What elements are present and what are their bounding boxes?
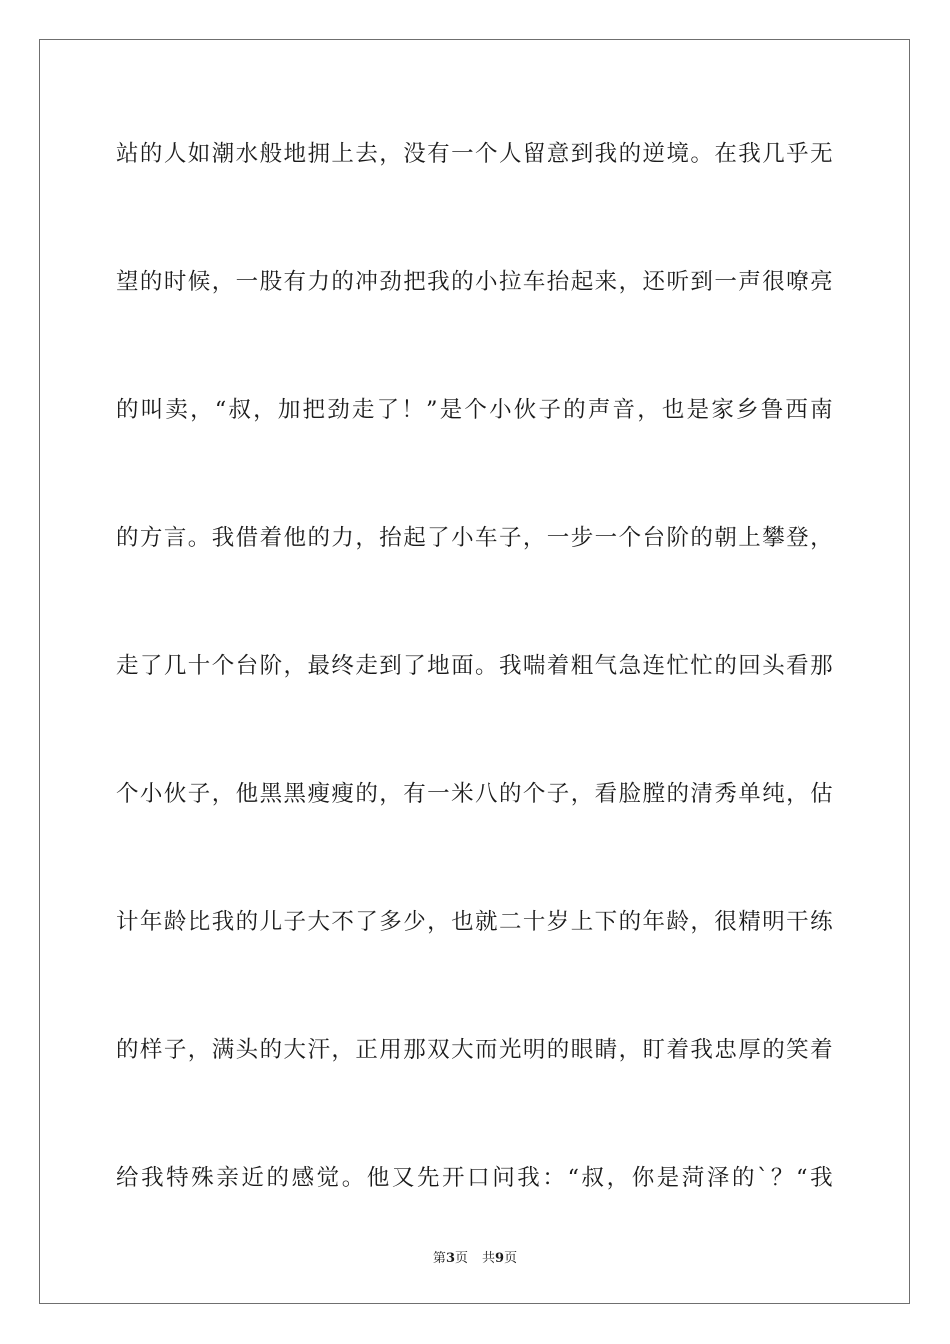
text-line-5: 走了几十个台阶，最终走到了地面。我喘着粗气急连忙忙的回头看那 <box>116 653 834 679</box>
text-line-7: 计年龄比我的儿子大不了多少，也就二十岁上下的年龄，很精明干练 <box>116 909 834 935</box>
page-prefix: 第 <box>432 1251 446 1266</box>
page-suffix: 页 <box>454 1251 468 1266</box>
text-line-4: 的方言。我借着他的力，抬起了小车子，一步一个台阶的朝上攀登， <box>116 525 834 551</box>
page-footer <box>0 1247 950 1266</box>
text-line-2: 望的时候，一股有力的冲劲把我的小拉车抬起来，还听到一声很嘹亮 <box>116 269 834 295</box>
text-line-8: 的样子，满头的大汗，正用那双大而光明的眼睛，盯着我忠厚的笑着 <box>116 1037 834 1063</box>
text-line-1: 站的人如潮水般地拥上去，没有一个人留意到我的逆境。在我几乎无 <box>116 141 834 167</box>
total-prefix: 共 <box>482 1251 496 1266</box>
text-line-6: 个小伙子，他黑黑瘦瘦的，有一米八的个子，看脸膛的清秀单纯，估 <box>116 781 834 807</box>
total-suffix: 页 <box>504 1251 518 1266</box>
text-line-3: 的叫卖，“叔，加把劲走了！”是个小伙子的声音，也是家乡鲁西南 <box>116 397 834 423</box>
total-pages-number: 9 <box>495 1251 505 1266</box>
text-line-9: 给我特殊亲近的感觉。他又先开口问我：“叔，你是菏泽的`？“我 <box>116 1165 834 1191</box>
current-page-number: 3 <box>445 1251 455 1266</box>
body-text <box>116 130 834 1282</box>
